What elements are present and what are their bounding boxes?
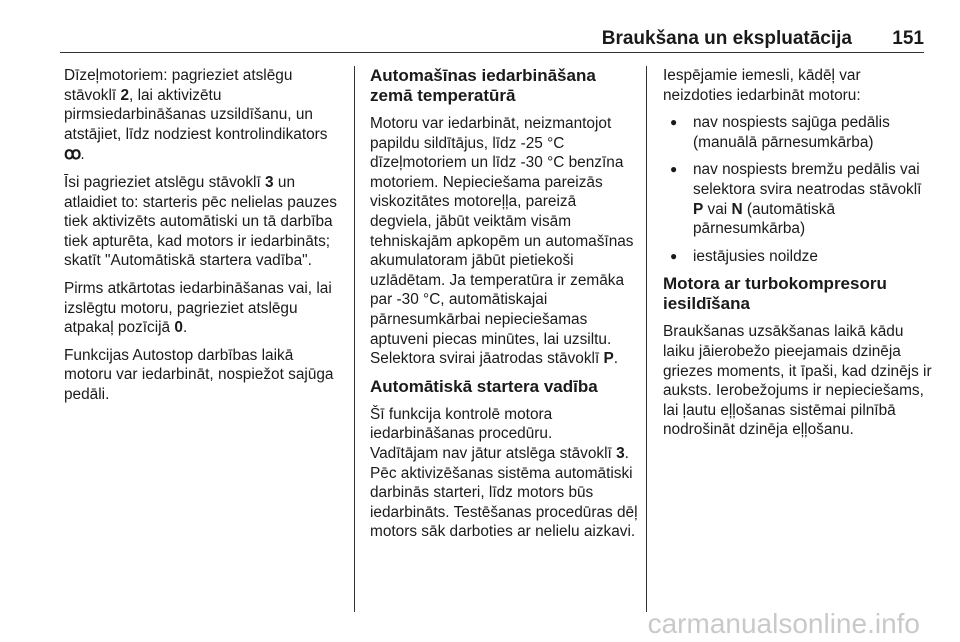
- header-rule: [60, 52, 924, 53]
- paragraph-preheat: Dīzeļmotoriem: pagrieziet atslēgu stāvoklī 2, lai aktivizētu pirmsiedarbināšanas uzsildīšanu, un atstājiet, līdz nodziest kontrolindikators ꝏ.: [64, 67, 328, 164]
- watermark: carmanualsonline.info: [647, 608, 920, 639]
- list-item: ● nav nospiests bremžu pedālis vai selektora svira neatrodas stāvoklī P vai N (automātiskā pārnesumkārba): [663, 160, 933, 238]
- column-right: [663, 66, 933, 448]
- column-middle: [370, 66, 642, 550]
- paragraph-reasons: Iespējamie iemesli, kādēļ var neizdoties iedarbināt motoru:: [663, 67, 861, 104]
- paragraph-start: Īsi pagrieziet atslēgu stāvoklī 3 un atlaidiet to: starteris pēc nelielas pauzes tiek aktivizēts automātiski un tā darbība tiek apturēta, kad motors ir iedarbināts; skatīt "Automātiskā startera vadība".: [64, 173, 337, 270]
- page-title: Braukšana un ekspluatācija: [601, 28, 852, 49]
- column-left: [64, 66, 344, 413]
- heading-auto-starter: Automātiskā startera vadība: [370, 376, 598, 396]
- heading-turbo: Motora ar turbokompresoru iesildīšana: [663, 274, 887, 314]
- paragraph-autostop: Funkcijas Autostop darbības laikā motoru var iedarbināt, nospiežot sajūga pedāli.: [64, 346, 334, 403]
- glow-plug-icon: ꝏ: [64, 144, 81, 164]
- list-item: ● iestājusies noildze: [663, 247, 933, 267]
- paragraph-cold-start: Motoru var iedarbināt, neizmantojot papildu sildītājus, līdz -25 °C dīzeļmotoriem un līdz -30 °C benzīna motoriem. Nepieciešama pareizās viskozitātes motoreļļa, pareizā degviela, jābūt veiktām visām tehniskajām apkopēm un automašīnas akumulatoram jābūt pietiekoši uzlādētam. Ja temperatūra ir zemāka par -30 °C, automātiskajai pārnesumkārbai nepieciešamas aptuveni piecas minūtes, lai uzsiltu. Selektora svirai jāatrodas stāvoklī P.: [370, 115, 634, 368]
- list-item: ● nav nospiests sajūga pedālis (manuālā pārnesumkārba): [663, 113, 933, 152]
- paragraph-auto-starter-detail: Vadītājam nav jātur atslēga stāvoklī 3. Pēc aktivizēšanas sistēma automātiski darbinās starteri, līdz motors būs iedarbināts. Testēšanas procedūras dēļ motors sāk darboties ar nelielu aizkavi.: [370, 444, 638, 541]
- paragraph-auto-starter: Šī funkcija kontrolē motora iedarbināšanas procedūru.: [370, 405, 553, 443]
- paragraph-turbo: Braukšanas uzsākšanas laikā kādu laiku jāierobežo pieejamais dzinēja griezes moments, it īpaši, kad dzinējs ir auksts. Ierobežojums ir nepieciešams, lai ļautu eļļošanas sistēmai pilnībā nodrošināt dzinēja eļļošanu.: [663, 323, 932, 439]
- page-number: 151: [892, 28, 924, 49]
- paragraph-restart: Pirms atkārtotas iedarbināšanas vai, lai izslēgtu motoru, pagrieziet atslēgu atpakaļ pozīcijā 0.: [64, 279, 332, 337]
- column-divider-right: [646, 66, 647, 612]
- heading-cold-start: Automašīnas iedarbināšana zemā temperatūrā: [370, 66, 596, 105]
- page-header: [60, 24, 924, 56]
- column-divider-left: [354, 66, 355, 612]
- reasons-list: [663, 113, 933, 266]
